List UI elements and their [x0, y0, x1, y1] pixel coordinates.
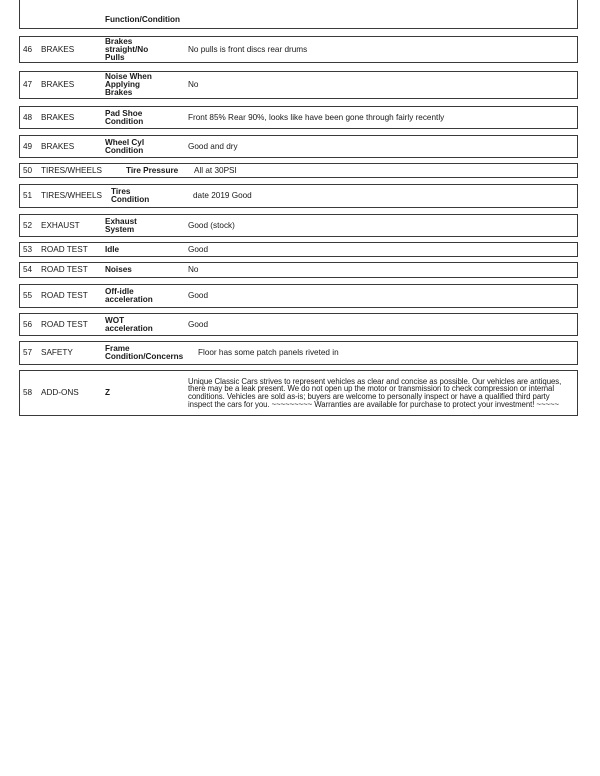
table-row: [19, 341, 578, 365]
row-number: 46: [23, 44, 33, 54]
row-value: Unique Classic Cars strives to represent vehicles as clear and concise as possible. Our vehicles are antiques, there may be a leak present. We do not open up the motor or transmission to check compression or internal conditions. Vehicles are sold as-is; buyers are welcome to personally inspect or have a qualified third party inspect the cars for you. ~~~~~~~~~ Warranties are available for purchase to protect your investment! ~~~~~: [188, 376, 562, 409]
row-category: BRAKES: [41, 141, 75, 151]
row-category: BRAKES: [41, 80, 75, 89]
table-row: [19, 106, 578, 129]
row-number: 54: [23, 265, 33, 274]
row-number: 58: [23, 388, 33, 397]
table-row: [19, 135, 578, 158]
row-number: 51: [23, 191, 33, 200]
row-category: TIRES/WHEELS: [41, 191, 102, 200]
row-item-label: Wheel Cyl Condition: [105, 137, 145, 155]
row-item-label: Noises: [105, 265, 132, 274]
row-item-label: Frame Condition/Concerns: [105, 344, 184, 361]
table-row: [19, 214, 578, 237]
row-value: Good: [188, 291, 209, 300]
table-row: [19, 370, 578, 416]
row-value: Front 85% Rear 90%, looks like have been gone through fairly recently: [188, 112, 445, 122]
row-value: Good and dry: [188, 141, 238, 151]
row-item-label: Idle: [105, 244, 120, 254]
table-row: [19, 313, 578, 336]
table-row: [19, 284, 578, 308]
row-value: Good (stock): [188, 220, 235, 230]
row-item-label: Tire Pressure: [126, 165, 179, 175]
row-number: 56: [23, 319, 33, 329]
table-row: [19, 36, 578, 63]
row-number: 55: [23, 291, 33, 300]
table-row: [19, 71, 578, 99]
table-row-header-continuation: [19, 0, 578, 29]
row-category: ROAD TEST: [41, 265, 88, 274]
row-category: EXHAUST: [41, 220, 80, 230]
row-value: No: [188, 80, 199, 89]
row-category: BRAKES: [41, 112, 75, 122]
row-category: SAFETY: [41, 348, 73, 357]
row-number: 48: [23, 112, 33, 122]
table-row: [19, 184, 578, 208]
table-row: [19, 242, 578, 257]
row-item-label: Pad Shoe Condition: [105, 108, 144, 126]
row-number: 47: [23, 80, 33, 89]
row-item-label: Brakes straight/No Pulls: [105, 36, 149, 62]
row-category: BRAKES: [41, 44, 75, 54]
row-value: Floor has some patch panels riveted in: [198, 348, 339, 357]
row-category: ADD-ONS: [41, 388, 79, 397]
row-item-label: Z: [105, 388, 111, 397]
row-item-label: Off-idle acceleration: [105, 287, 153, 304]
row-category: ROAD TEST: [41, 244, 88, 254]
row-category: ROAD TEST: [41, 319, 88, 329]
row-value: Good: [188, 244, 209, 254]
row-value: No: [188, 265, 199, 274]
row-number: 53: [23, 244, 33, 254]
row-number: 49: [23, 141, 33, 151]
row-value: Good: [188, 319, 209, 329]
row-number: 57: [23, 348, 33, 357]
row-value: No pulls is front discs rear drums: [188, 44, 308, 54]
row-category: ROAD TEST: [41, 291, 88, 300]
row-number: 50: [23, 165, 33, 175]
row-item-label: Tires Condition: [111, 187, 150, 204]
row-number: 52: [23, 220, 33, 230]
row-item-label: Function/Condition: [105, 15, 181, 24]
table-row: [19, 163, 578, 178]
row-item-label: Noise When Applying Brakes: [105, 72, 152, 97]
row-item-label: WOT acceleration: [105, 315, 153, 333]
row-category: TIRES/WHEELS: [41, 165, 102, 175]
table-row: [19, 262, 578, 278]
row-item-label: Exhaust System: [105, 216, 137, 234]
row-value: date 2019 Good: [193, 191, 252, 200]
row-value: All at 30PSI: [194, 165, 237, 175]
